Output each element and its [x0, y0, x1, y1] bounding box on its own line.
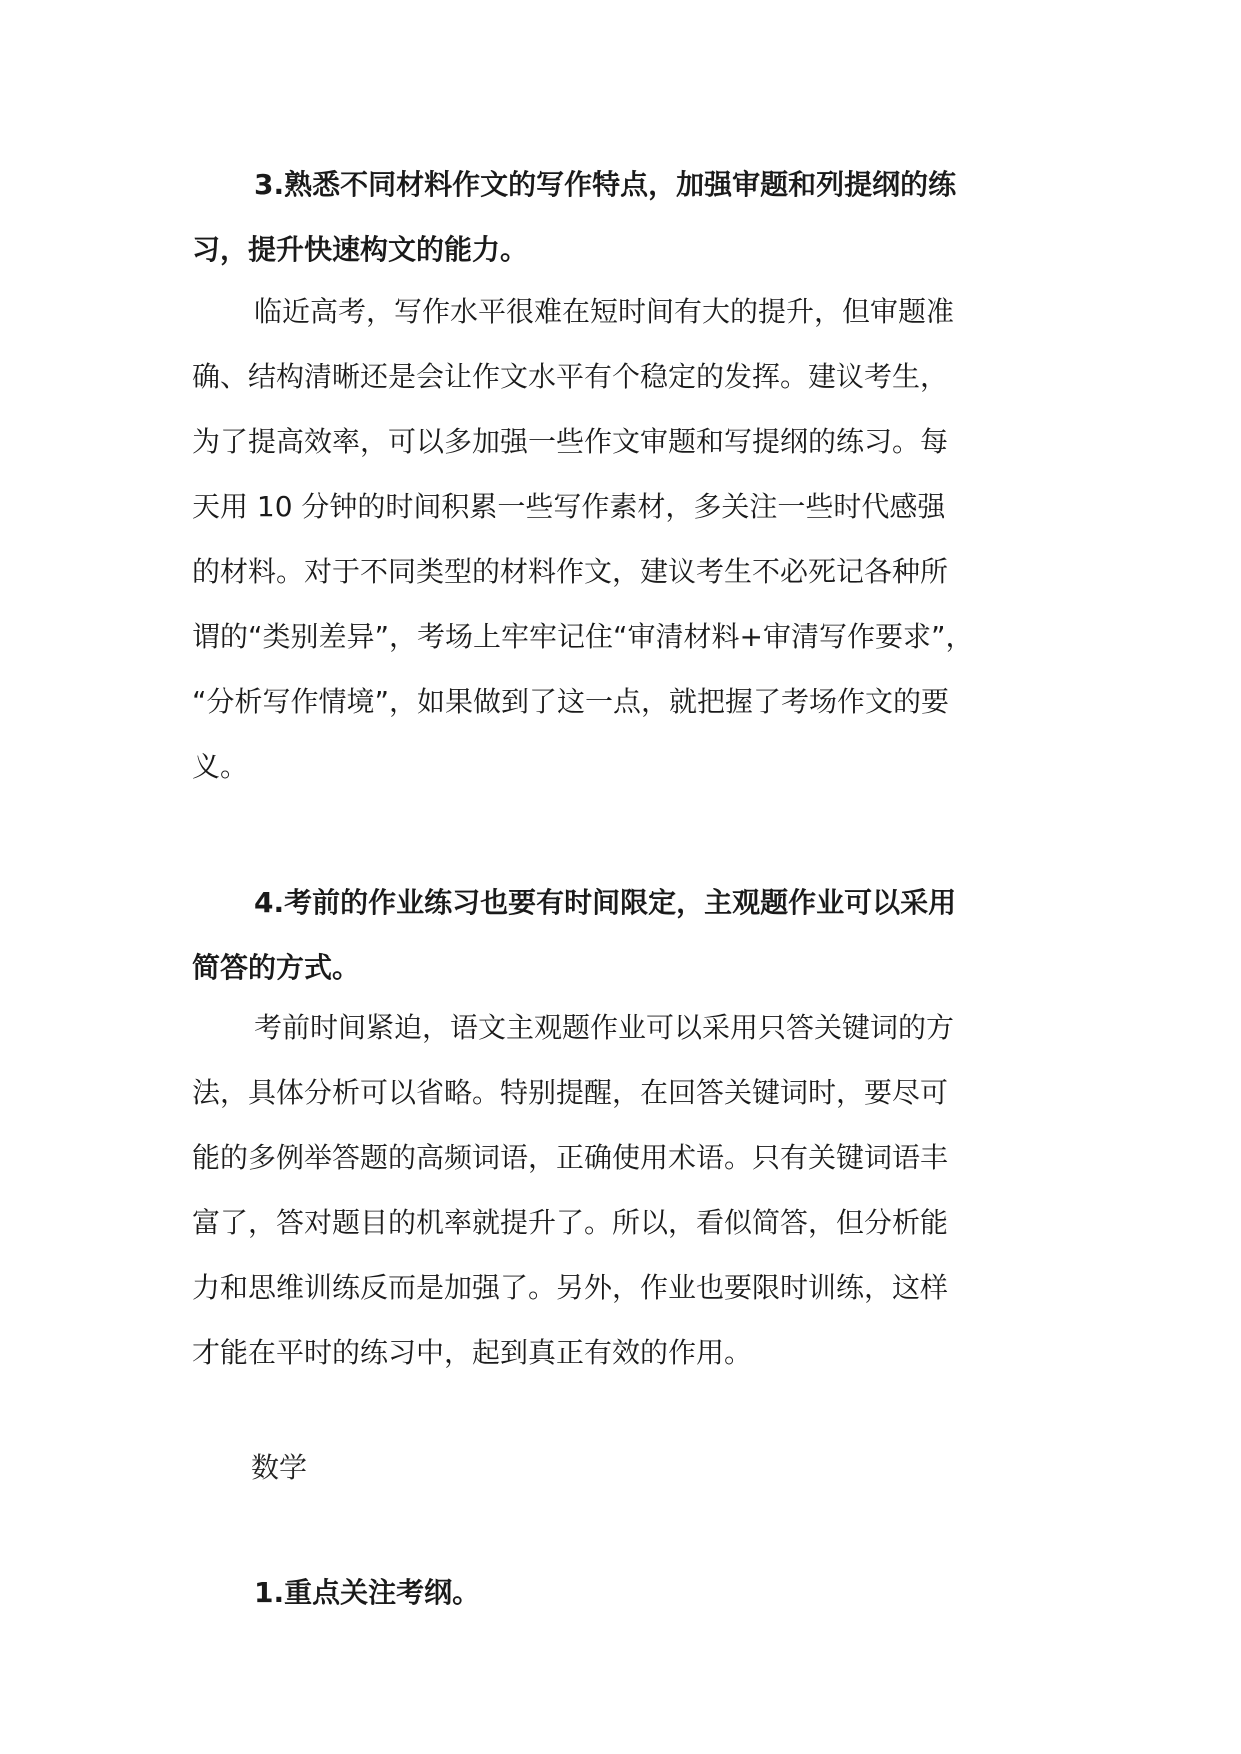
section-4-paragraph-line-5: 力和思维训练反而是加强了。另外，作业也要限时训练，这样 — [192, 1271, 949, 1304]
section-4-heading — [192, 870, 1072, 1000]
section-4-paragraph-line-2: 法，具体分析可以省略。特别提醒，在回答关键词时，要尽可 — [192, 1076, 949, 1109]
section-4-paragraph — [192, 995, 1072, 1385]
section-3-paragraph-line-8: 义。 — [192, 750, 249, 783]
section-3-heading-line-2: 习，提升快速构文的能力。 — [192, 233, 529, 266]
section-3-paragraph-line-1: 临近高考，写作水平很难在短时间有大的提升，但审题准 — [254, 295, 955, 328]
math-subject-title: 数学 — [251, 1451, 308, 1484]
section-3-paragraph-line-5: 的材料。对于不同类型的材料作文，建议考生不必死记各种所 — [192, 555, 949, 588]
section-4-paragraph-line-4: 富了，答对题目的机率就提升了。所以，看似简答，但分析能 — [192, 1206, 949, 1239]
section-3-paragraph-line-7: “分析写作情境”，如果做到了这一点，就把握了考场作文的要 — [192, 685, 950, 718]
section-4-heading-line-1: 4.考前的作业练习也要有时间限定，主观题作业可以采用 — [254, 886, 957, 919]
math-heading-1 — [192, 1560, 1072, 1625]
section-4-paragraph-line-3: 能的多例举答题的高频词语，正确使用术语。只有关键词语丰 — [192, 1141, 949, 1174]
section-3-heading — [192, 152, 1072, 282]
section-3-heading-line-1: 3.熟悉不同材料作文的写作特点，加强审题和列提纲的练 — [254, 168, 957, 201]
section-3-paragraph-line-3: 为了提高效率，可以多加强一些作文审题和写提纲的练习。每 — [192, 425, 949, 458]
section-3-paragraph-line-2: 确、结构清晰还是会让作文水平有个稳定的发挥。建议考生， — [192, 360, 949, 393]
section-4-heading-line-2: 简答的方式。 — [192, 951, 361, 984]
section-3-paragraph-line-4: 天用 10 分钟的时间积累一些写作素材，多关注一些时代感强 — [192, 490, 946, 523]
section-4-paragraph-line-1: 考前时间紧迫，语文主观题作业可以采用只答关键词的方 — [254, 1011, 955, 1044]
section-3-paragraph-line-6: 谓的“类别差异”，考场上牢牢记住“审清材料+审清写作要求”， — [192, 620, 974, 653]
section-3-paragraph — [192, 279, 1072, 799]
section-4-paragraph-line-6: 才能在平时的练习中，起到真正有效的作用。 — [192, 1336, 753, 1369]
math-heading-1-line-1: 1.重点关注考纲。 — [254, 1576, 481, 1609]
